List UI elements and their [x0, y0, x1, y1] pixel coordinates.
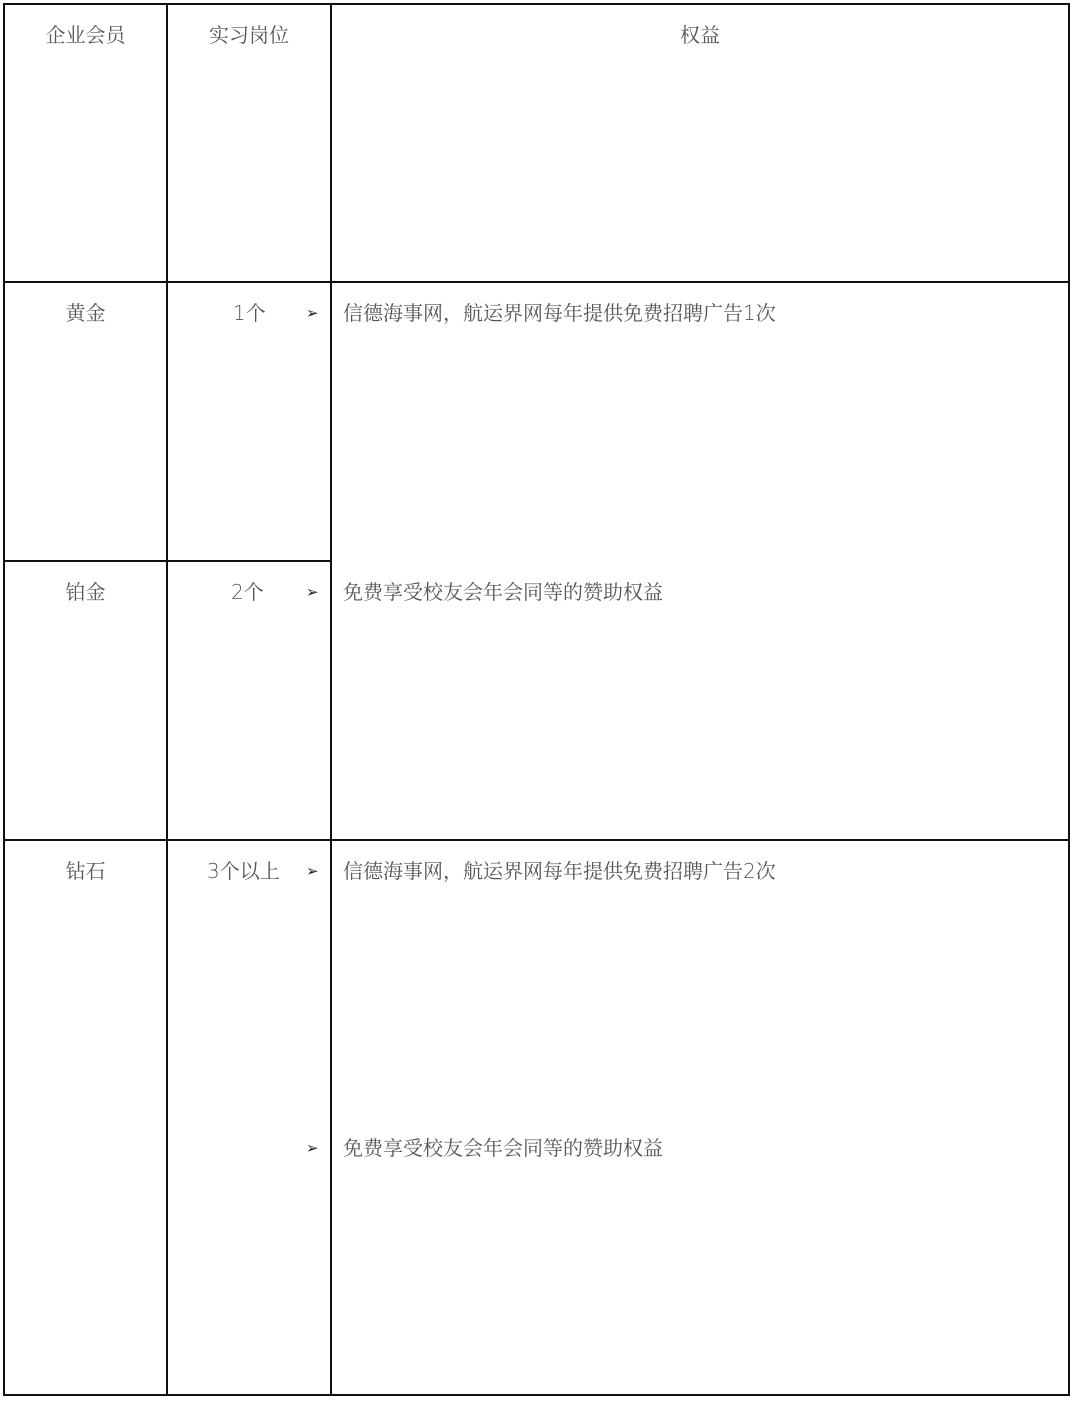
table-border-top [3, 3, 1070, 5]
tier-platinum: 铂金 [65, 580, 106, 604]
table-border-bottom [3, 1394, 1070, 1396]
positions-diamond: 3个以上 [207, 859, 280, 883]
row-divider-gold-platinum [3, 560, 332, 562]
arrow-bullet-icon: ➢ [306, 304, 319, 322]
benefit-gold: 信德海事网，航运界网每年提供免费招聘广告1次 [343, 301, 776, 325]
arrow-bullet-icon: ➢ [306, 862, 319, 880]
positions-platinum: 2个 [231, 580, 264, 604]
table-border-left [3, 3, 5, 1396]
arrow-bullet-icon: ➢ [306, 1139, 319, 1157]
tier-gold: 黄金 [65, 301, 106, 325]
table-border-right [1068, 3, 1070, 1396]
benefit-diamond-1: 信德海事网，航运界网每年提供免费招聘广告2次 [343, 859, 776, 883]
tier-diamond: 钻石 [65, 859, 106, 883]
benefit-diamond-2: 免费享受校友会年会同等的赞助权益 [343, 1136, 663, 1160]
header-member: 企业会员 [45, 23, 126, 47]
benefit-platinum: 免费享受校友会年会同等的赞助权益 [343, 580, 663, 604]
row-divider-header [3, 281, 1070, 283]
row-divider-platinum-diamond [3, 839, 1070, 841]
header-positions: 实习岗位 [209, 23, 289, 47]
positions-gold: 1个 [233, 301, 266, 325]
column-divider-1 [166, 3, 168, 1396]
arrow-bullet-icon: ➢ [306, 583, 319, 601]
column-divider-2 [330, 3, 332, 1396]
header-benefits: 权益 [680, 23, 720, 47]
